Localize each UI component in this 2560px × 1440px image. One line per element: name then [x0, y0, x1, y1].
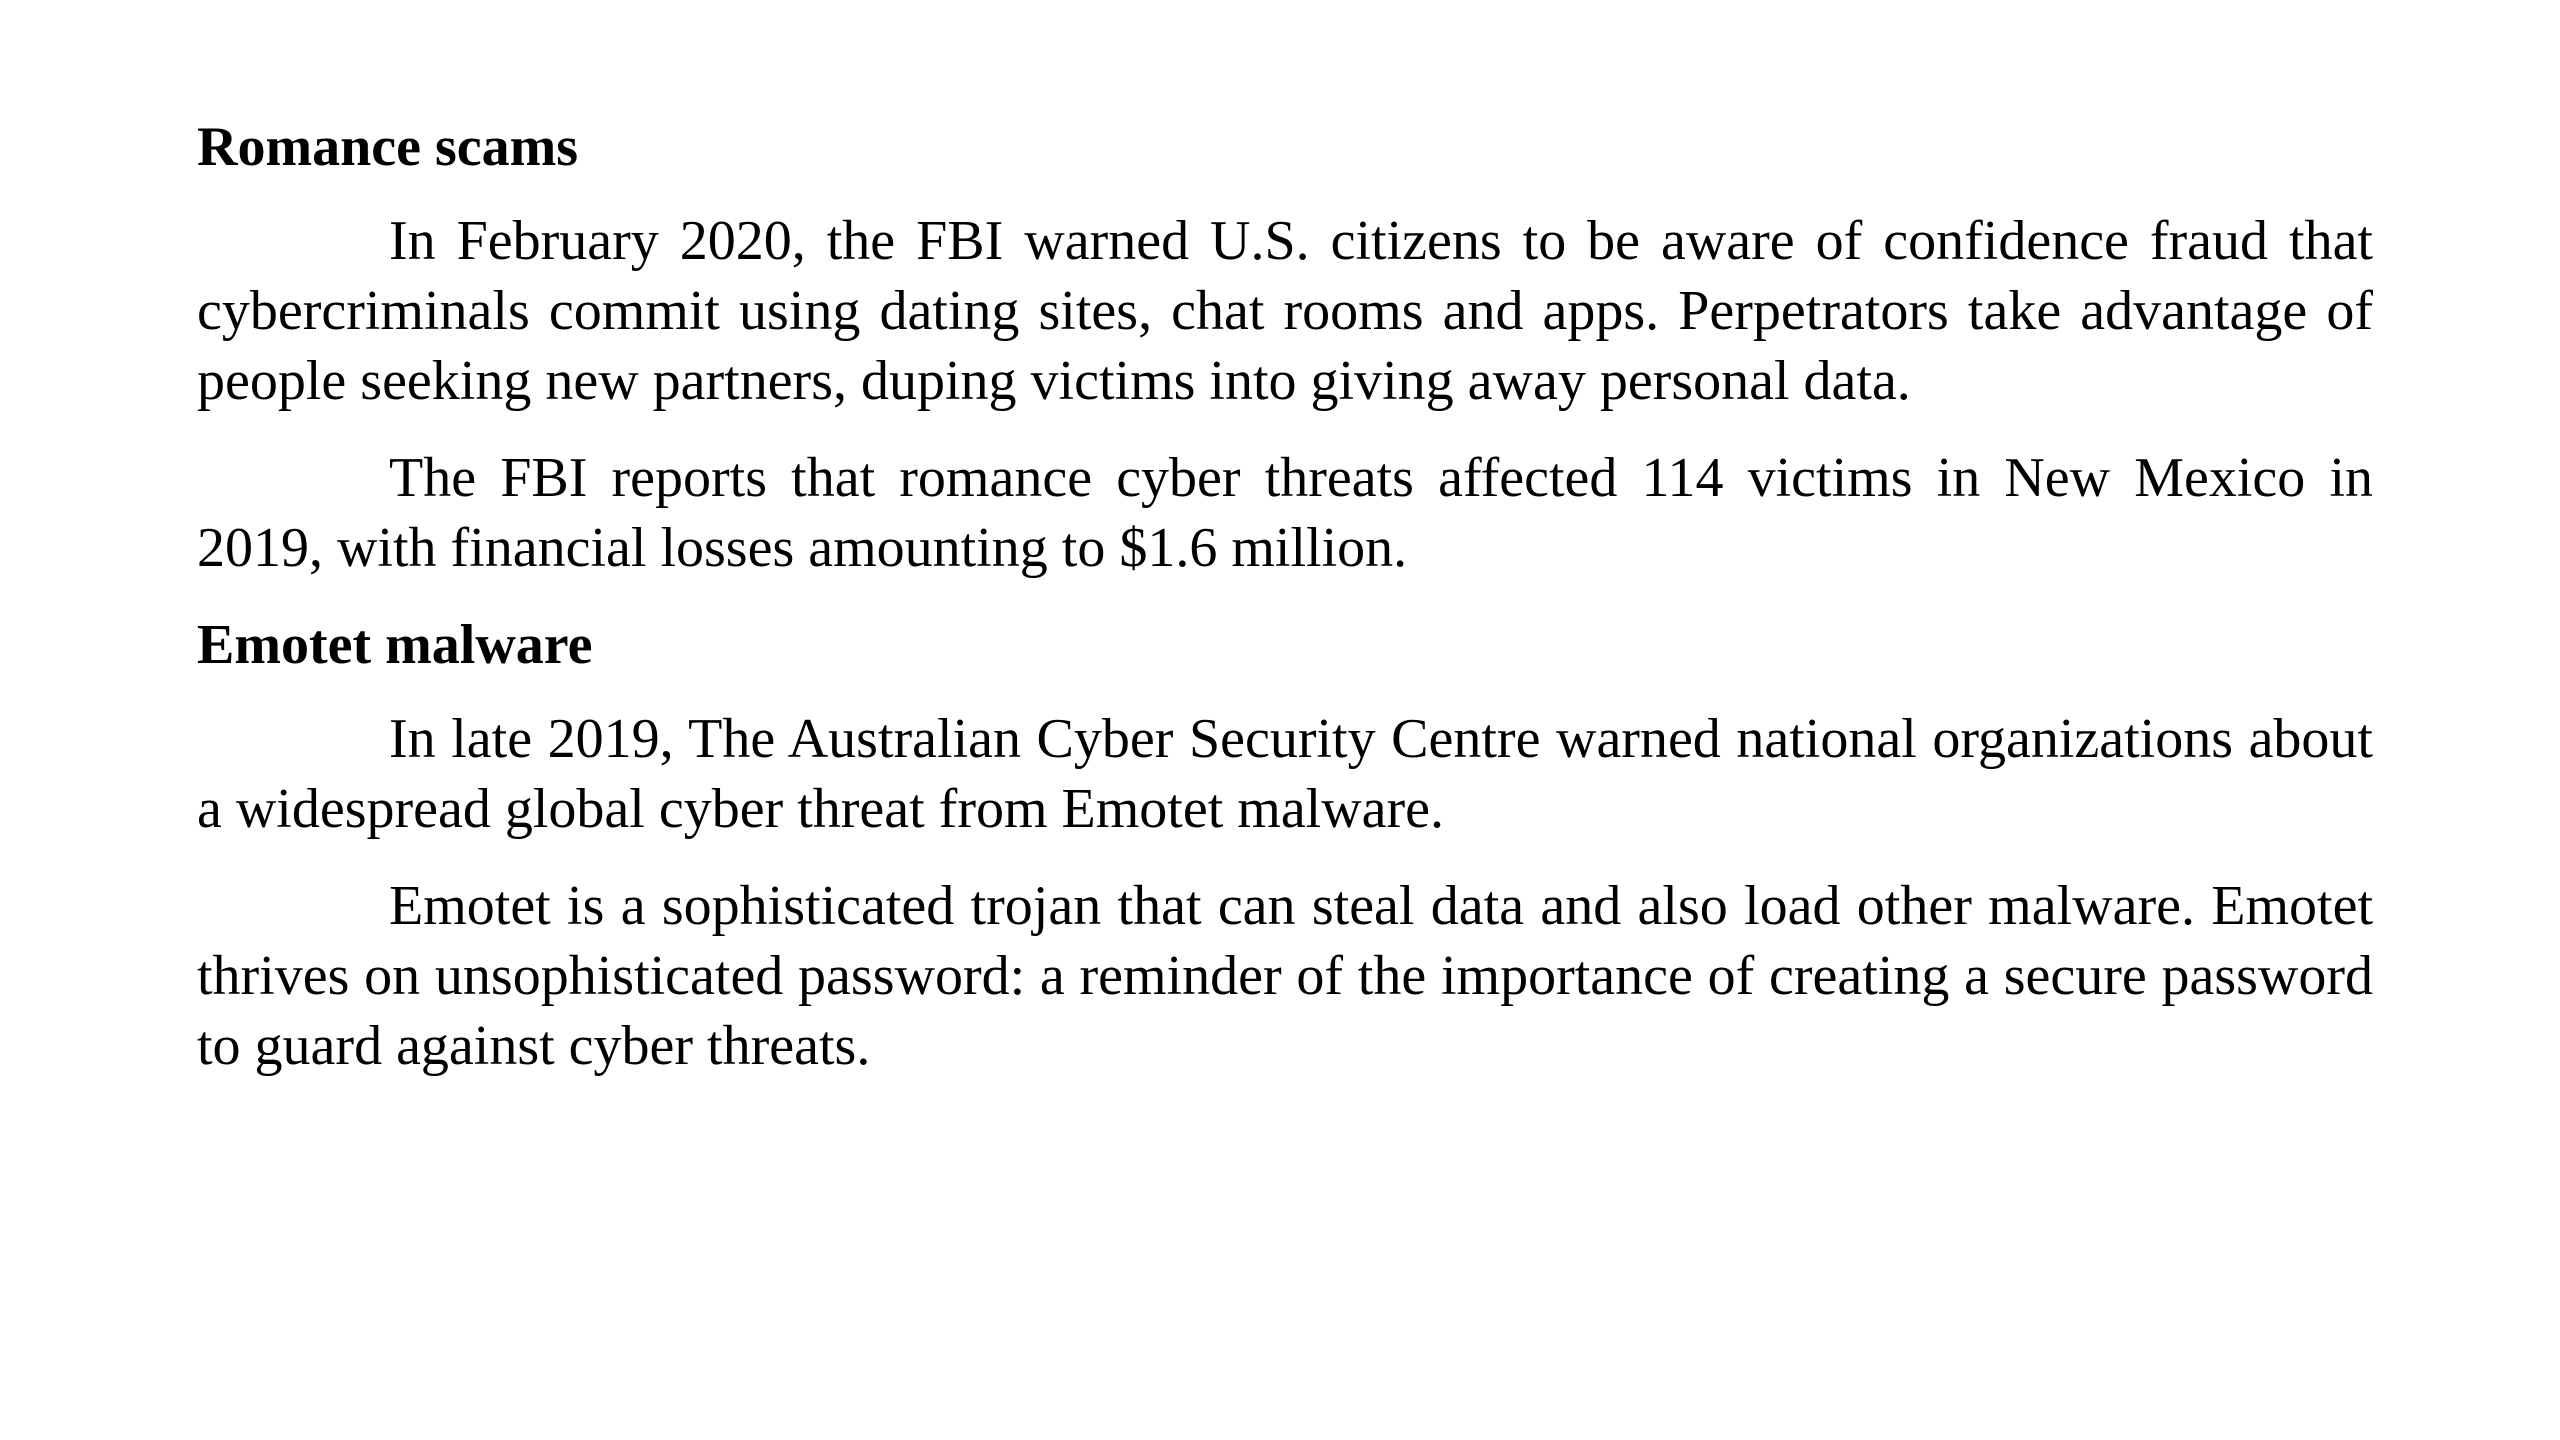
- section-heading: Romance scams: [197, 116, 579, 178]
- document-body: [197, 112, 2373, 1108]
- section-romance-scams: [197, 112, 2373, 583]
- paragraph: In late 2019, The Australian Cyber Security Centre warned national organizations about a widespread global cyber threat from Emotet malware.: [197, 708, 2373, 840]
- section-heading: Emotet malware: [197, 614, 593, 676]
- paragraph: Emotet is a sophisticated trojan that can steal data and also load other malware. Emotet thrives on unsophisticated password: a reminder of the importance of creating a secure password to guard against cyber threats.: [197, 875, 2373, 1077]
- paragraph: The FBI reports that romance cyber threats affected 114 victims in New Mexico in 2019, with financial losses amounting to $1.6 million.: [197, 447, 2373, 579]
- paragraph: In February 2020, the FBI warned U.S. citizens to be aware of confidence fraud that cybercriminals commit using dating sites, chat rooms and apps. Perpetrators take advantage of people seeking new partners, duping victims into giving away personal data.: [197, 210, 2373, 412]
- section-emotet-malware: [197, 610, 2373, 1081]
